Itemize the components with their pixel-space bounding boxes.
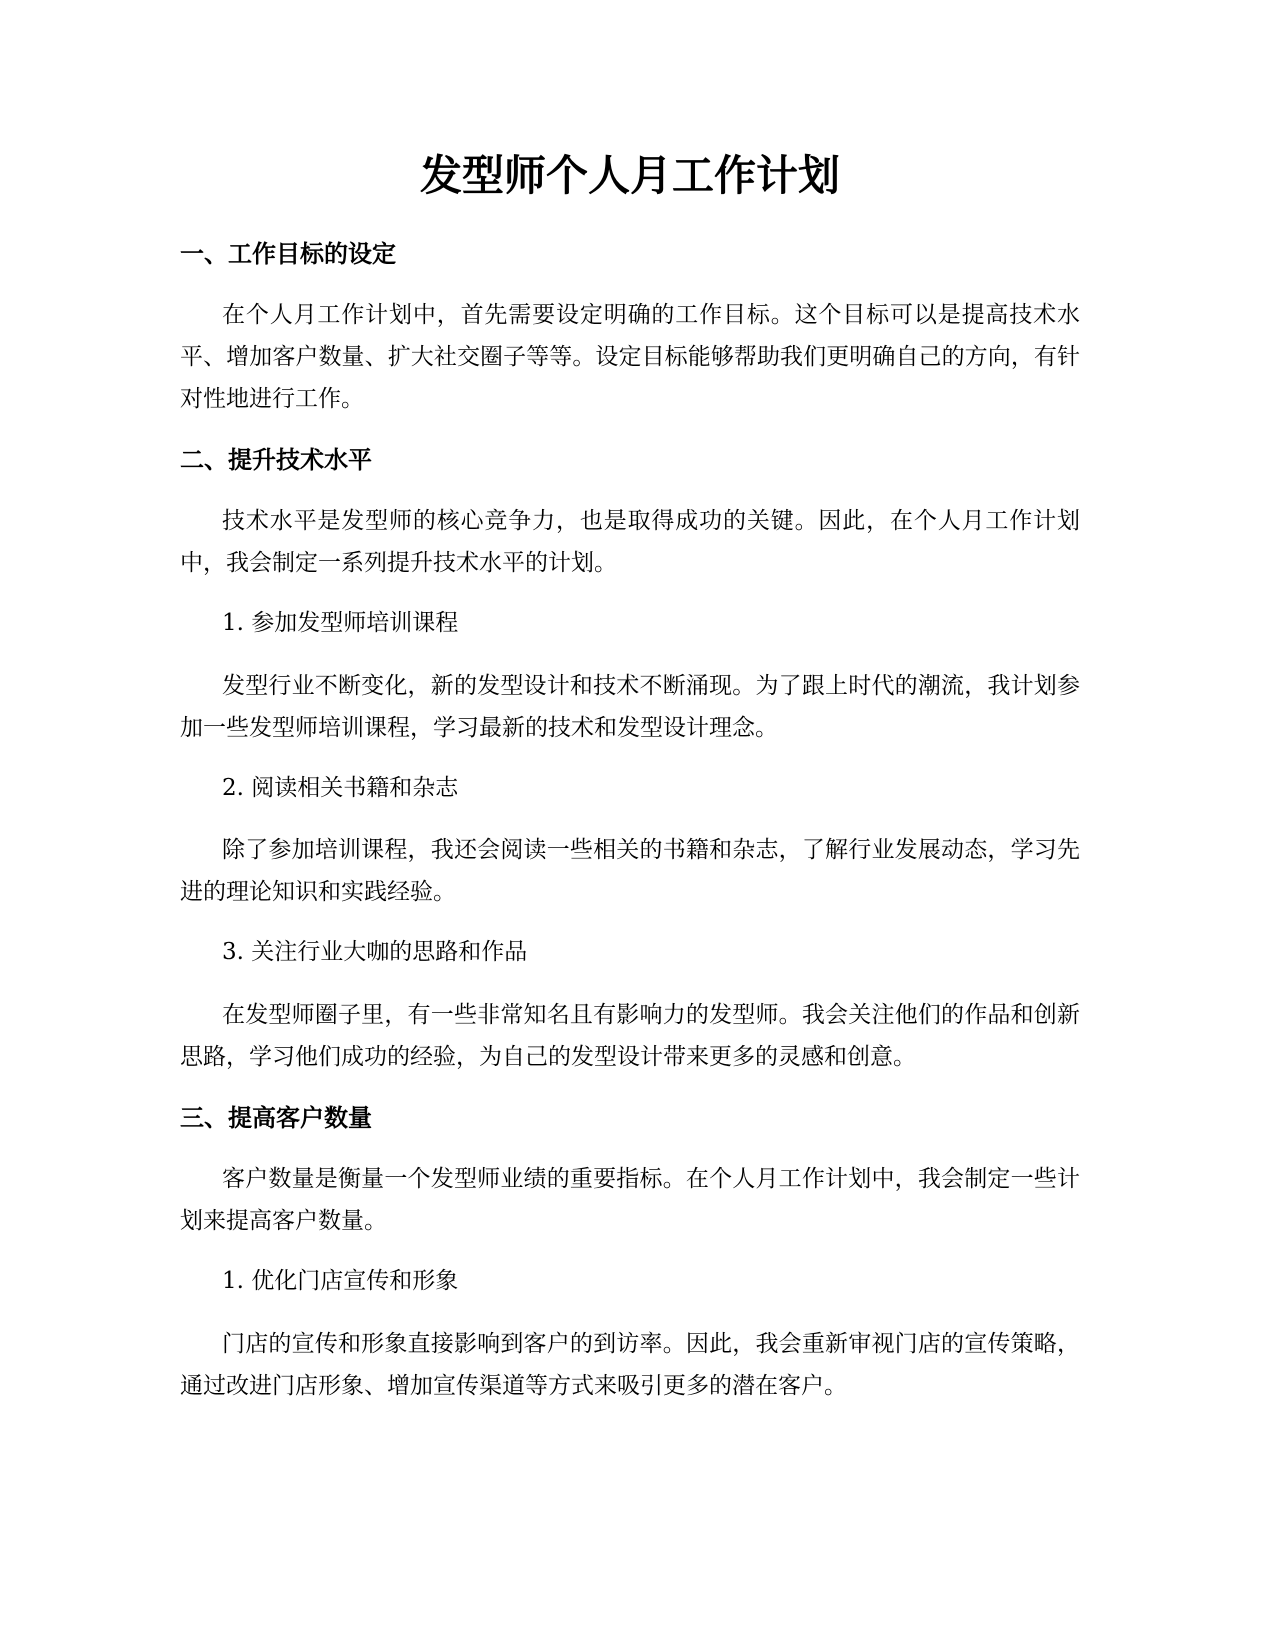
- list-item-paragraph: 除了参加培训课程，我还会阅读一些相关的书籍和杂志，了解行业发展动态，学习先进的理论知识和实践经验。: [180, 837, 1080, 905]
- section-heading: 三、提高客户数量: [180, 1104, 372, 1132]
- document-page: [180, 0, 1080, 1650]
- section-paragraph: 技术水平是发型师的核心竞争力，也是取得成功的关键。因此，在个人月工作计划中，我会制定一系列提升技术水平的计划。: [180, 508, 1080, 576]
- section-heading: 一、工作目标的设定: [180, 240, 396, 268]
- document-title: 发型师个人月工作计划: [419, 151, 840, 200]
- section-paragraph: 在个人月工作计划中，首先需要设定明确的工作目标。这个目标可以是提高技术水平、增加客户数量、扩大社交圈子等等。设定目标能够帮助我们更明确自己的方向，有针对性地进行工作。: [180, 302, 1080, 412]
- section-paragraph: 客户数量是衡量一个发型师业绩的重要指标。在个人月工作计划中，我会制定一些计划来提高客户数量。: [180, 1166, 1080, 1234]
- list-item-paragraph: 发型行业不断变化，新的发型设计和技术不断涌现。为了跟上时代的潮流，我计划参加一些发型师培训课程，学习最新的技术和发型设计理念。: [180, 673, 1080, 741]
- list-item-label: 3. 关注行业大咖的思路和作品: [222, 939, 528, 965]
- list-item-paragraph: 在发型师圈子里，有一些非常知名且有影响力的发型师。我会关注他们的作品和创新思路，学习他们成功的经验，为自己的发型设计带来更多的灵感和创意。: [180, 1002, 1080, 1070]
- list-item-label: 1. 优化门店宣传和形象: [222, 1268, 459, 1294]
- list-item-label: 1. 参加发型师培训课程: [222, 610, 459, 636]
- list-item-paragraph: 门店的宣传和形象直接影响到客户的到访率。因此，我会重新审视门店的宣传策略，通过改进门店形象、增加宣传渠道等方式来吸引更多的潜在客户。: [180, 1331, 1080, 1399]
- section-heading: 二、提升技术水平: [180, 446, 372, 474]
- list-item-label: 2. 阅读相关书籍和杂志: [222, 775, 459, 801]
